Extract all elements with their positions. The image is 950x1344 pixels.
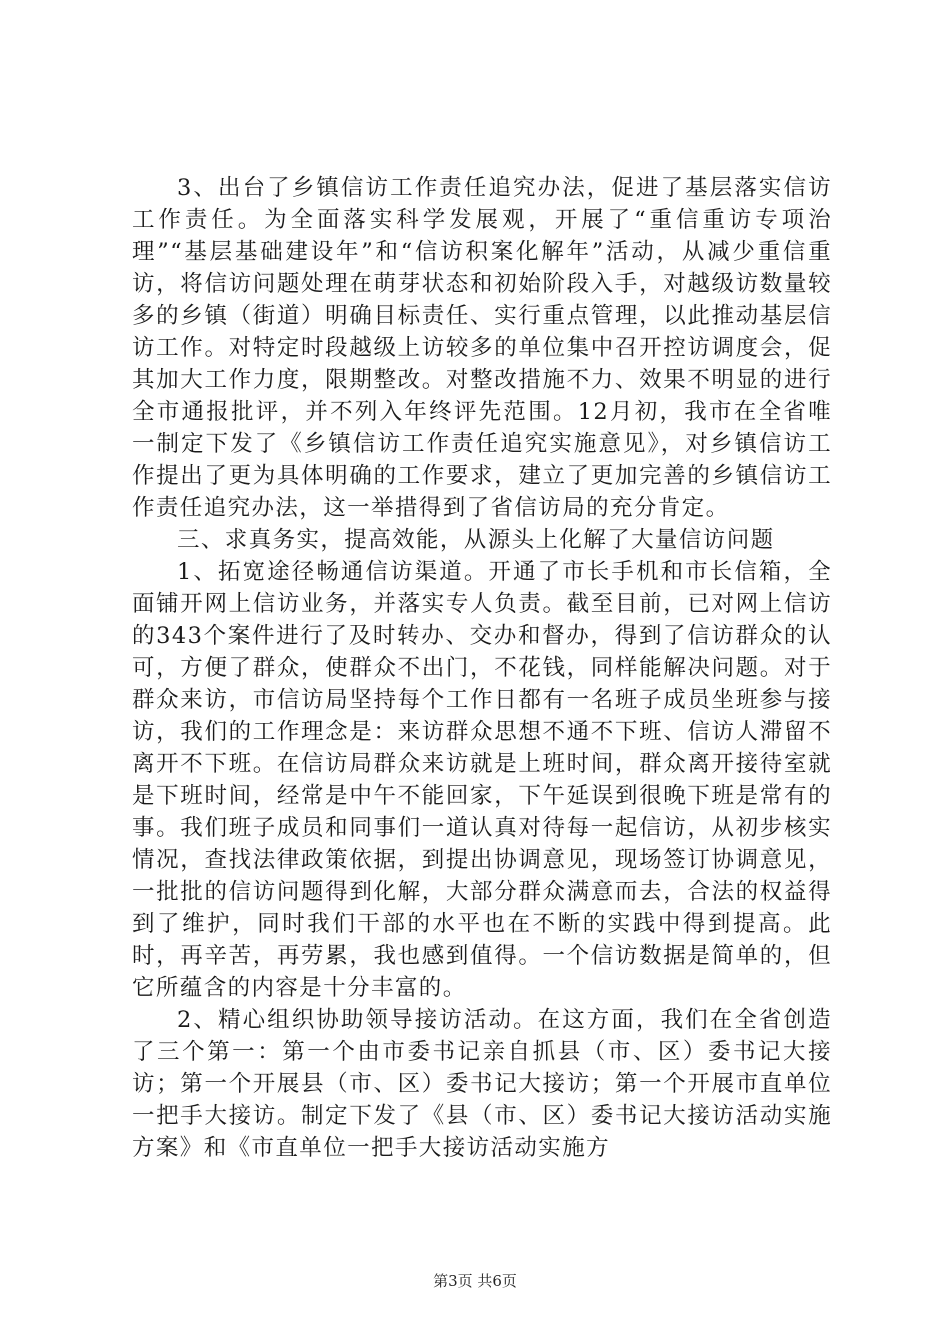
page-number-footer: 第3页 共6页 [433, 1272, 517, 1290]
section-heading-three: 三、求真务实，提高效能，从源头上化解了大量信访问题 [177, 527, 775, 553]
paragraph-2-reception: 2、精心组织协助领导接访活动。在这方面，我们在全省创造了三个第一：第一个由市委书记亲自抓县（市、区）委书记大接访；第一个开展县（市、区）委书记大接访；第一个开展市直单位一把手大接访。制定下发了《县（市、区）委书记大接访活动实施方案》和《市直单位一把手大接访活动实施方 [132, 1007, 832, 1161]
paragraph-1-channels: 1、拓宽途径畅通信访渠道。开通了市长手机和市长信箱，全面铺开网上信访业务，并落实专人负责。截至目前，已对网上信访的343个案件进行了及时转办、交办和督办，得到了信访群众的认可，方便了群众，使群众不出门，不花钱，同样能解决问题。对于群众来访，市信访局坚持每个工作日都有一名班子成员坐班参与接访，我们的工作理念是：来访群众思想不通不下班、信访人滞留不离开不下班。在信访局群众来访就是上班时间，群众离开接待室就是下班时间，经常是中午不能回家，下午延误到很晚下班是常有的事。我们班子成员和同事们一道认真对待每一起信访，从初步核实情况，查找法律政策依据，到提出协调意见，现场签订协调意见，一批批的信访问题得到化解，大部分群众满意而去，合法的权益得到了维护，同时我们干部的水平也在不断的实践中得到提高。此时，再辛苦，再劳累，我也感到值得。一个信访数据是简单的，但它所蕴含的内容是十分丰富的。 [132, 559, 832, 1001]
body-text [132, 172, 832, 1164]
paragraph-3-accountability: 3、出台了乡镇信访工作责任追究办法，促进了基层落实信访工作责任。为全面落实科学发展观，开展了“重信重访专项治理”“基层基础建设年”和“信访积案化解年”活动，从减少重信重访，将信访问题处理在萌芽状态和初始阶段入手，对越级访数量较多的乡镇（街道）明确目标责任、实行重点管理，以此推动基层信访工作。对特定时段越级上访较多的单位集中召开控访调度会，促其加大工作力度，限期整改。对整改措施不力、效果不明显的进行全市通报批评，并不列入年终评先范围。12月初，我市在全省唯一制定下发了《乡镇信访工作责任追究实施意见》，对乡镇信访工作提出了更为具体明确的工作要求，建立了更加完善的乡镇信访工作责任追究办法，这一举措得到了省信访局的充分肯定。 [132, 175, 832, 521]
